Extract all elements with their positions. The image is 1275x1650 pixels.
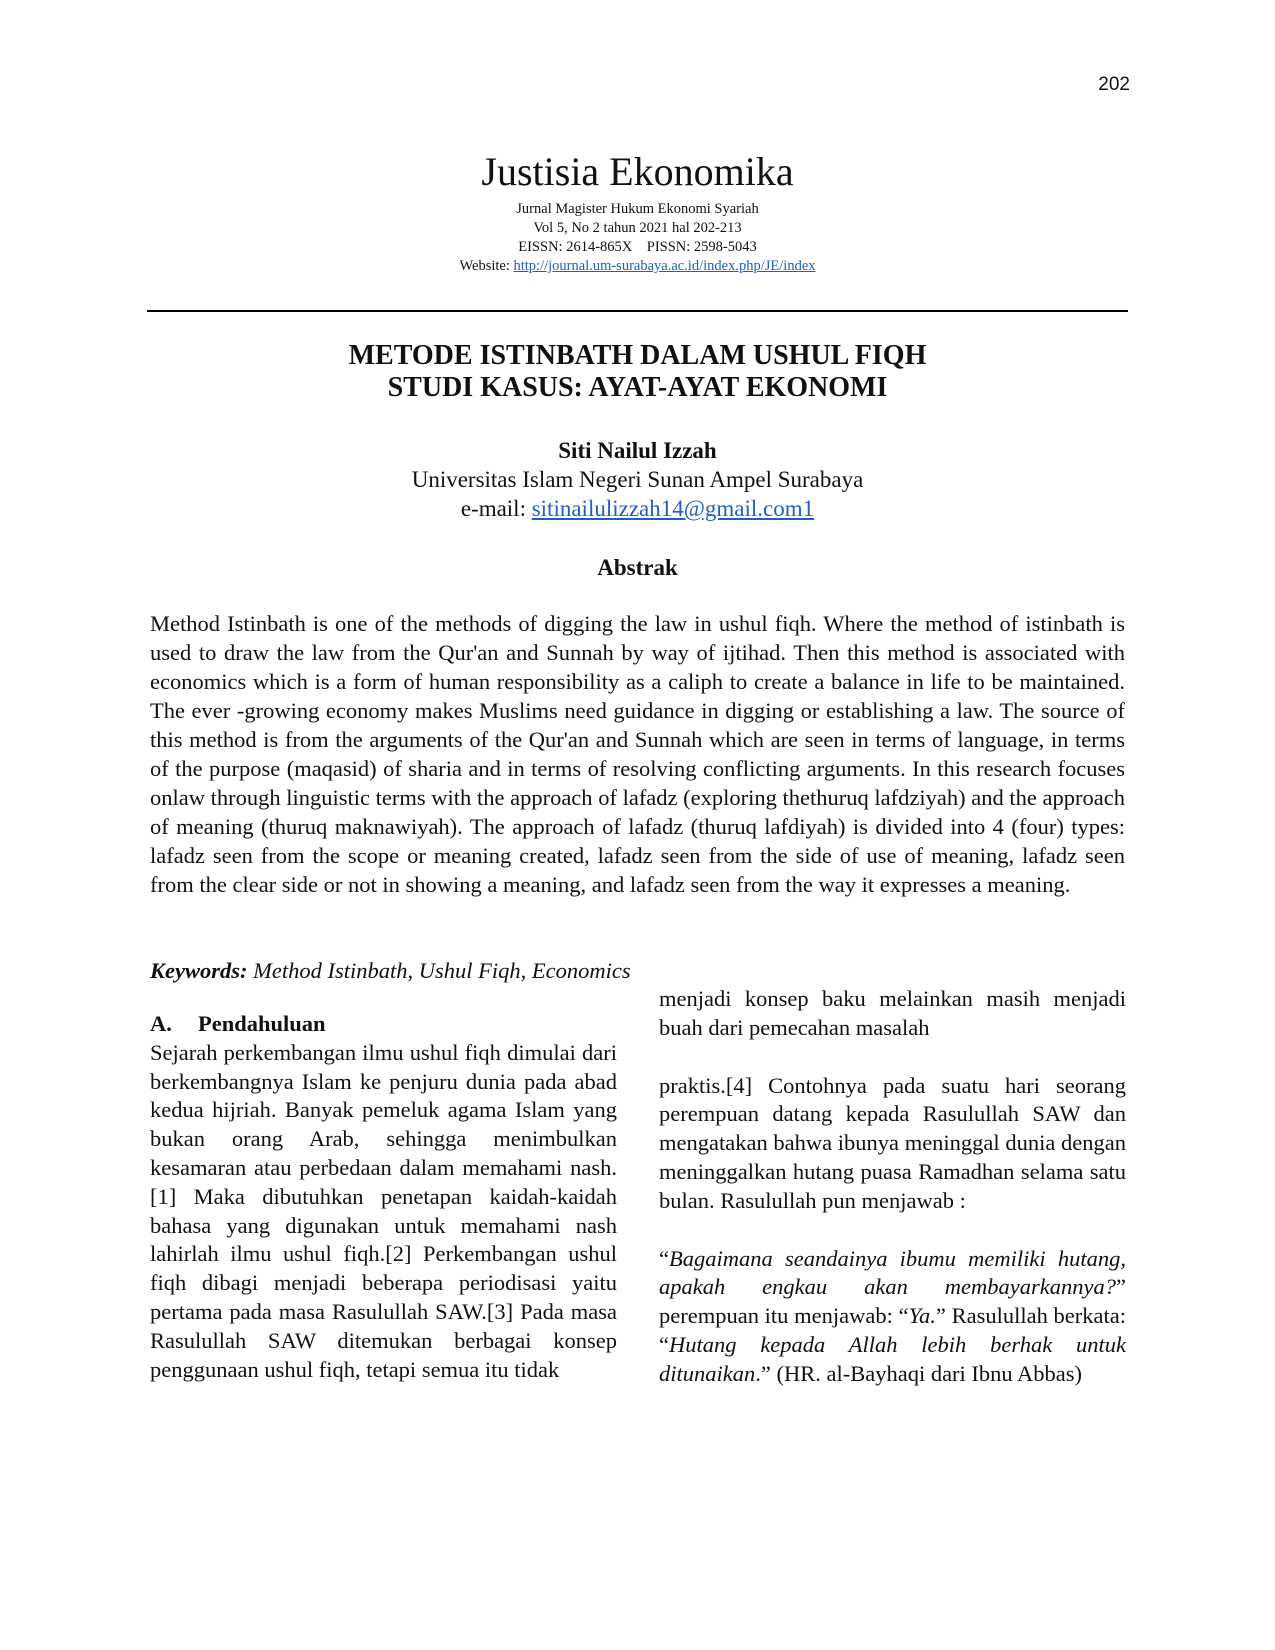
website-link[interactable]: http://journal.um-surabaya.ac.id/index.php/JE/index — [513, 258, 816, 274]
journal-volume: Vol 5, No 2 tahun 2021 hal 202-213 — [533, 220, 742, 236]
page-number: 202 — [1098, 74, 1130, 95]
author-block — [150, 436, 1125, 523]
quote-citation: .” (HR. al-Bayhaqi dari Ibnu Abbas) — [755, 1360, 1083, 1386]
journal-masthead — [150, 150, 1125, 276]
article-title-line2: STUDI KASUS: AYAT-AYAT EKONOMI — [387, 372, 888, 403]
email-label: e-mail: — [460, 496, 532, 521]
section-heading — [150, 1010, 617, 1039]
author-email-link[interactable]: sitinailulizzah14@gmail.com1 — [531, 496, 815, 521]
journal-website — [150, 257, 1125, 276]
website-label: Website: — [459, 258, 514, 274]
body-right-column — [659, 985, 1126, 1389]
journal-issn — [150, 238, 1125, 257]
article-title — [150, 340, 1125, 404]
section-title: Pendahuluan — [198, 1011, 326, 1036]
abstract-heading: Abstrak — [597, 555, 678, 580]
article-title-line1: METODE ISTINBATH DALAM USHUL FIQH — [348, 340, 927, 371]
quote-answer: Ya. — [908, 1303, 936, 1329]
quote-narration-1: ” perempuan itu menjawab: “ — [659, 1274, 1126, 1329]
section-number: A. — [150, 1011, 172, 1036]
abstract-text: Method Istinbath is one of the methods of digging the law in ushul fiqh. Where the method of istinbath is used to draw the law from the Qur'an and Sunnah by way of ijtihad. Then this method is associated with economics which is a form of human responsibility as a caliph to create a balance in life to be maintained. The ever -growing economy makes Muslims need guidance in digging or establishing a law. The source of this method is from the arguments of the Qur'an and Sunnah which are seen in terms of language, in terms of the purpose (maqasid) of sharia and in terms of resolving conflicting arguments. In this research focuses onlaw through linguistic terms with the approach of lafadz (exploring thethuruq lafdziyah) and the approach of meaning (thuruq maknawiyah). The approach of lafadz (thuruq lafdiyah) is divided into 4 (four) types: lafadz seen from the scope or meaning created, lafadz seen from the side of use of meaning, lafadz seen from the clear side or not in showing a meaning, and lafadz seen from the way it expresses a meaning. — [150, 611, 1125, 897]
quote-statement: Hutang kepada Allah lebih berhak untuk ditunaikan — [659, 1331, 1126, 1386]
eissn: EISSN: 2614-865X — [518, 239, 633, 255]
journal-subtitle: Jurnal Magister Hukum Ekonomi Syariah — [516, 201, 759, 217]
body-left-column — [150, 1010, 617, 1384]
keywords-list: Method Istinbath, Ushul Fiqh, Economics — [247, 958, 631, 983]
author-email-line — [150, 494, 1125, 523]
quote-question: Bagaimana seandainya ibumu memiliki hutang, apakah engkau akan membayarkannya? — [659, 1245, 1126, 1300]
header-divider — [147, 310, 1128, 312]
author-name: Siti Nailul Izzah — [558, 438, 717, 463]
paragraph-gap — [659, 1043, 1126, 1072]
quote-narration-2: ” Rasulullah berkata: “ — [659, 1303, 1127, 1357]
keywords-label: Keywords: — [150, 958, 248, 983]
keywords — [150, 956, 850, 985]
right-paragraph-1: menjadi konsep baku melainkan masih menjadi buah dari pemecahan masalah — [659, 986, 1126, 1040]
quote-mark: “ — [659, 1245, 669, 1271]
hadith-quote — [659, 1245, 1126, 1389]
right-paragraph-2: praktis.[4] Contohnya pada suatu hari seorang perempuan datang kepada Rasulullah SAW dan mengatakan bahwa ibunya meninggal dunia dengan meninggalkan hutang puasa Ramadhan selama satu bulan. Rasulullah pun menjawab : — [659, 1072, 1126, 1213]
intro-paragraph: Sejarah perkembangan ilmu ushul fiqh dimulai dari berkembangnya Islam ke penjuru dunia pada abad kedua hijriah. Banyak pemeluk agama Islam yang bukan orang Arab, sehingga menimbulkan kesamaran atau perbedaan dalam memahami nash.[1] Maka dibutuhkan penetapan kaidah-kaidah bahasa yang digunakan untuk memahami nash lahirlah ilmu ushul fiqh.[2] Perkembangan ushul fiqh dibagi menjadi beberapa periodisasi yaitu pertama pada masa Rasulullah SAW.[3] Pada masa Rasulullah SAW ditemukan berbagai konsep penggunaan ushul fiqh, tetapi semua itu tidak — [150, 1039, 617, 1382]
author-affiliation: Universitas Islam Negeri Sunan Ampel Surabaya — [411, 467, 864, 492]
paragraph-gap — [659, 1216, 1126, 1245]
pissn: PISSN: 2598-5043 — [646, 239, 757, 255]
journal-title: Justisia Ekonomika — [481, 149, 794, 194]
